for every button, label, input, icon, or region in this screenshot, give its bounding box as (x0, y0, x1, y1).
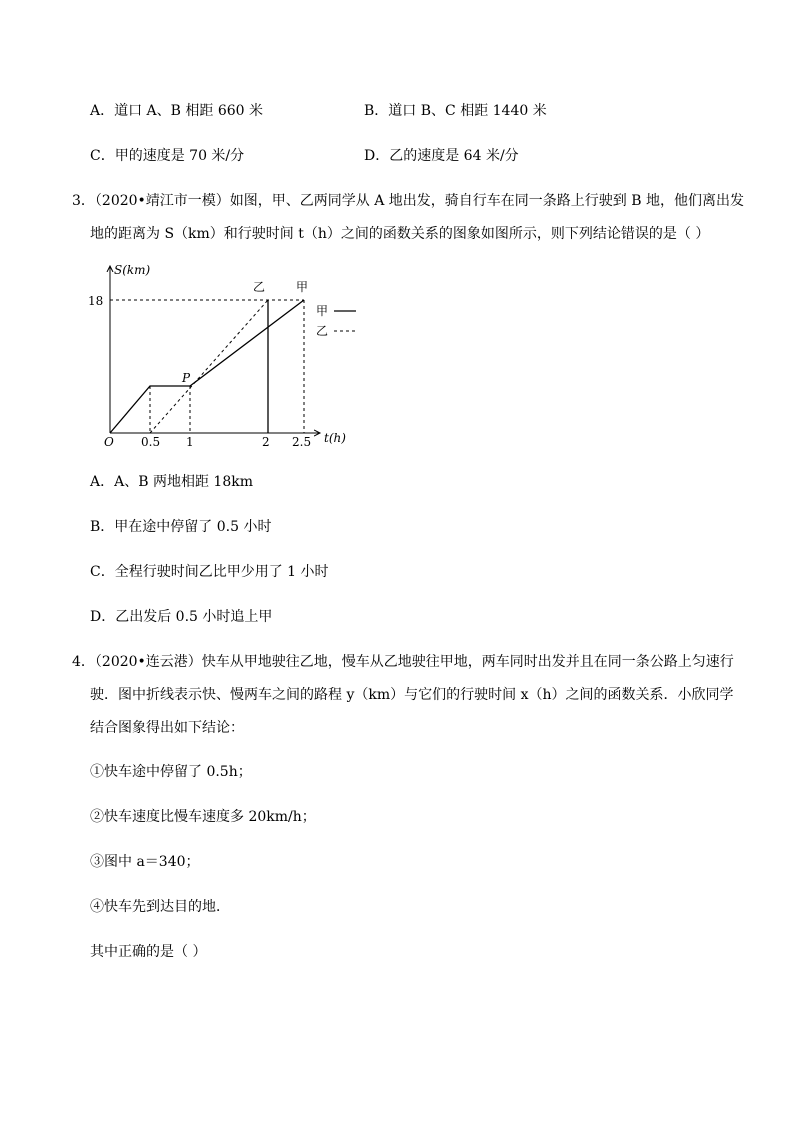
x-tick-2-5: 2.5 (292, 435, 312, 449)
q3-stem-line-1: 3．（2020•靖江市一模）如图，甲、乙两同学从 A 地出发，骑自行车在同一条路上行驶到 B 地，他们离出发 (72, 193, 744, 209)
point-p-label: P (182, 371, 191, 385)
top-label-jia: 甲 (296, 280, 309, 294)
q3-option-d: D．乙出发后 0.5 小时追上甲 (90, 609, 273, 625)
legend-yi-label: 乙 (316, 324, 329, 338)
series-jia-line (110, 300, 304, 433)
q3-option-b: B．甲在途中停留了 0.5 小时 (90, 519, 272, 535)
q3-stem-line-2: 地的距离为 S（km）和行驶时间 t（h）之间的函数关系的图象如图所示，则下列结论错误的是（ ） (90, 226, 710, 242)
q2-option-b: B．道口 B、C 相距 1440 米 (364, 103, 547, 119)
q3-option-c: C．全程行驶时间乙比甲少用了 1 小时 (90, 564, 329, 580)
q2-option-d: D．乙的速度是 64 米/分 (364, 148, 519, 164)
y-tick-18: 18 (88, 294, 104, 308)
q4-stem-line-2: 驶．图中折线表示快、慢两车之间的路程 y（km）与它们的行驶时间 x（h）之间的函数关系．小欣同学 (90, 687, 734, 703)
q4-stem-line-3: 结合图象得出如下结论： (90, 720, 244, 736)
q2-option-c: C．甲的速度是 70 米/分 (90, 148, 245, 164)
origin-label: O (104, 435, 114, 449)
q4-stem-line-1: 4．（2020•连云港）快车从甲地驶往乙地，慢车从乙地驶往甲地，两车同时出发并且在同一条公路上匀速行 (72, 654, 734, 670)
q3-option-a: A．A、B 两地相距 18km (90, 474, 253, 490)
y-axis-label: S(km) (114, 263, 151, 277)
x-tick-2: 2 (262, 435, 270, 449)
q4-conclusion-1: ①快车途中停留了 0.5h； (90, 764, 252, 780)
x-tick-0-5: 0.5 (141, 435, 161, 449)
legend-jia-label: 甲 (316, 304, 329, 318)
series-yi-line (150, 300, 268, 433)
q4-conclusion-4: ④快车先到达目的地． (90, 899, 230, 915)
top-label-yi: 乙 (253, 280, 266, 294)
q3-graph (88, 258, 368, 453)
x-axis-label: t(h) (324, 431, 346, 445)
q4-conclusion-3: ③图中 a＝340； (90, 854, 200, 870)
x-tick-1: 1 (186, 435, 194, 449)
q4-question: 其中正确的是（ ） (90, 944, 207, 960)
q2-option-a: A．道口 A、B 相距 660 米 (90, 103, 264, 119)
q4-conclusion-2: ②快车速度比慢车速度多 20km/h； (90, 809, 316, 825)
